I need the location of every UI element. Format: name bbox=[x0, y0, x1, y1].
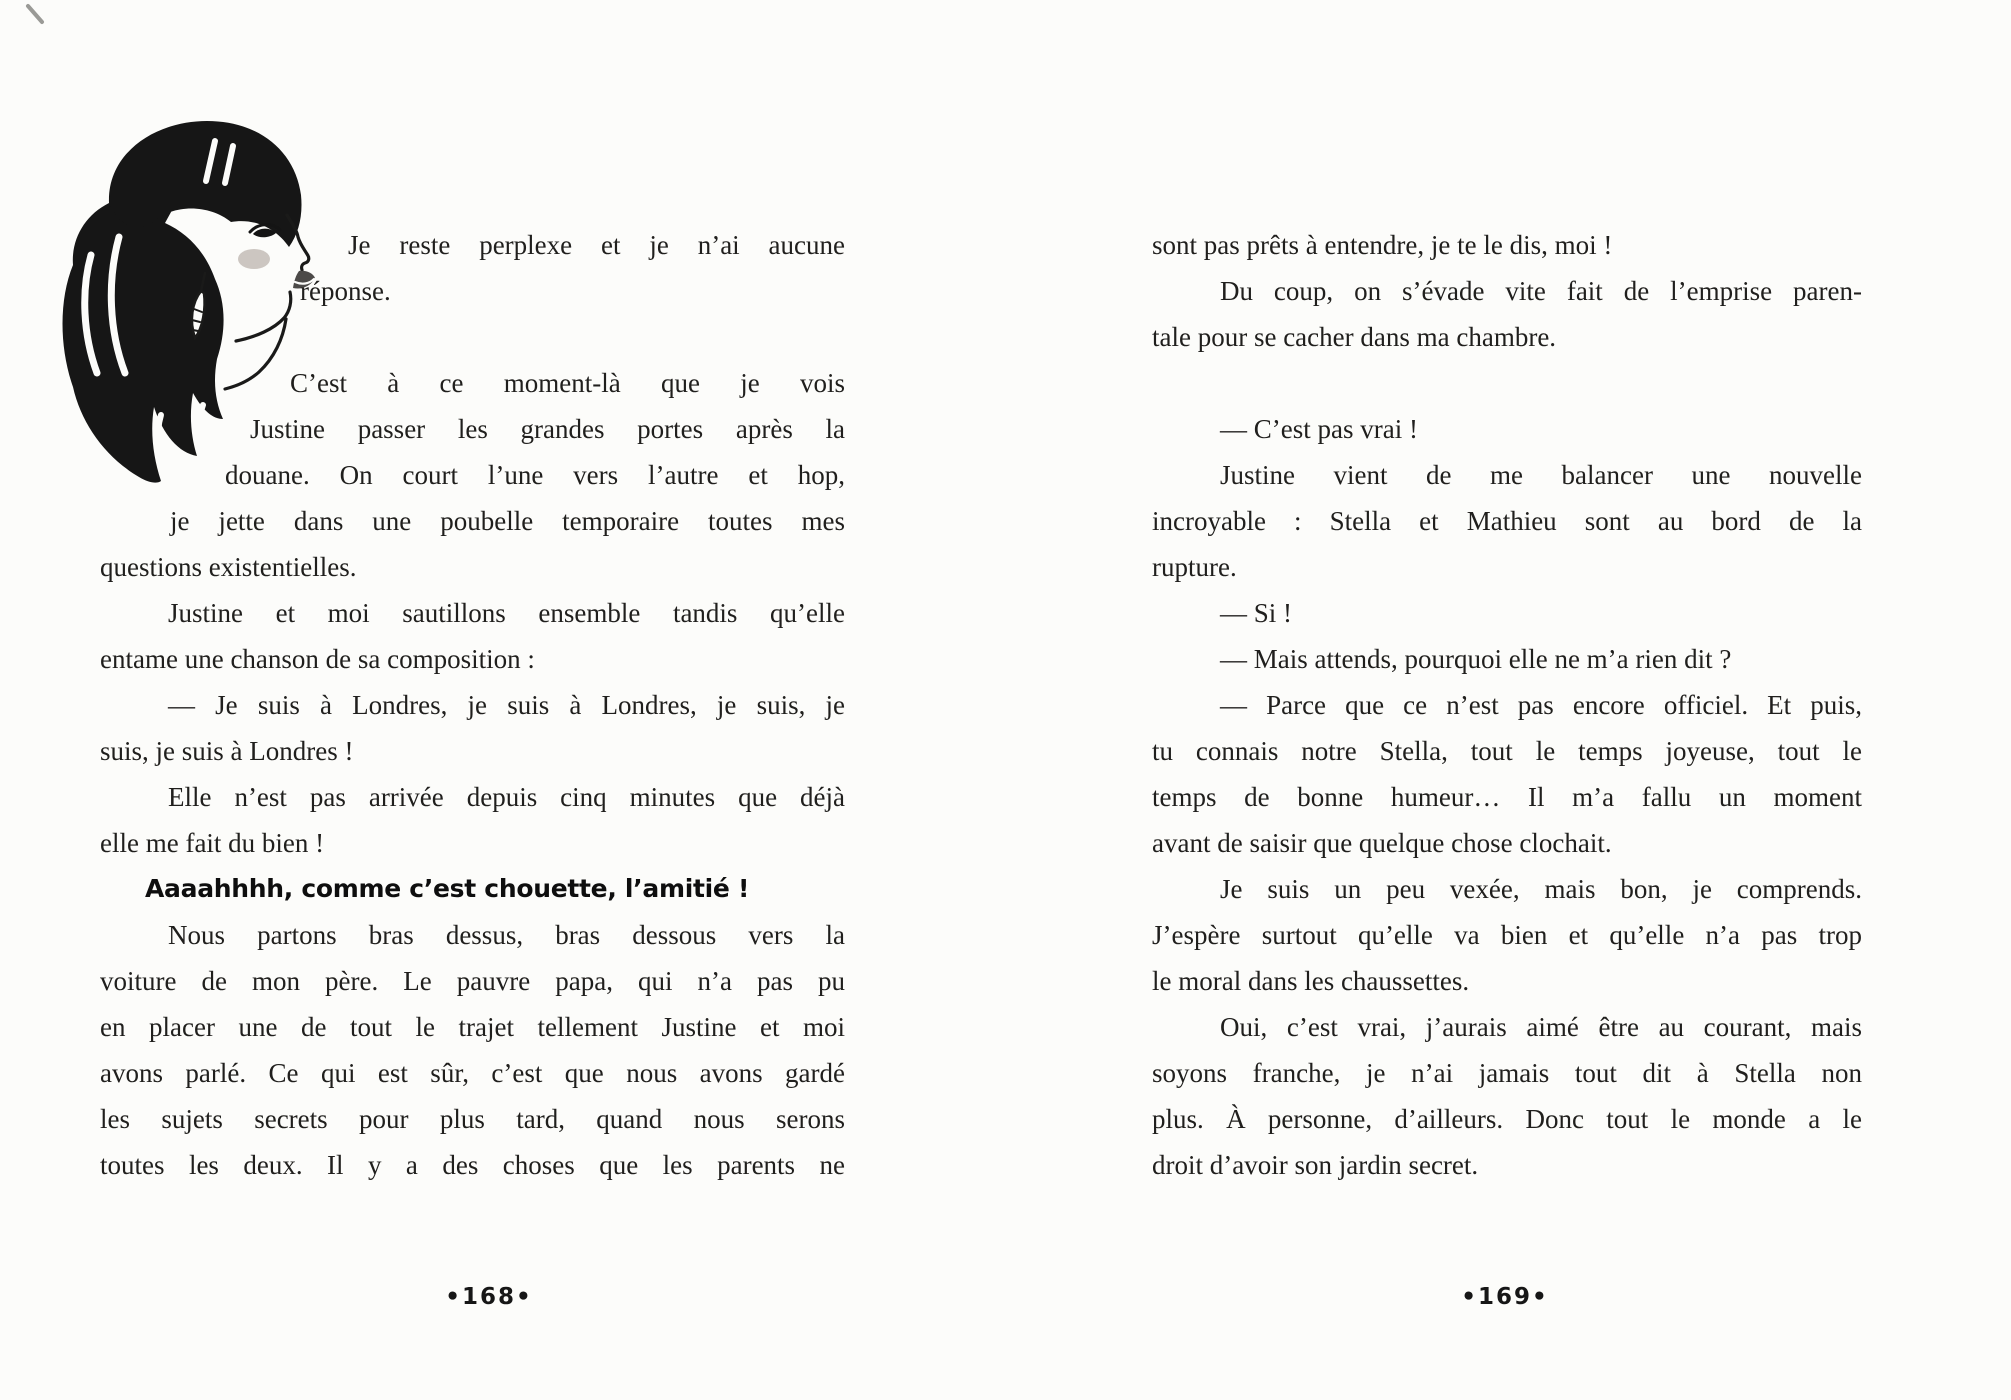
text-line: le moral dans les chaussettes. bbox=[1152, 966, 1470, 996]
text-line: Nous partons bras dessus, bras dessous vers la bbox=[168, 920, 845, 950]
text-line: plus. À personne, d’ailleurs. Donc tout le monde a le bbox=[1152, 1104, 1862, 1134]
text-line: je jette dans une poubelle temporaire toutes mes bbox=[170, 506, 845, 536]
text-line: Du coup, on s’évade vite fait de l’emprise paren- bbox=[1220, 276, 1862, 306]
right-page-text bbox=[1152, 222, 1862, 1188]
text-line: entame une chanson de sa composition : bbox=[100, 644, 535, 674]
left-page-text bbox=[100, 222, 845, 1188]
text-line: suis, je suis à Londres ! bbox=[100, 736, 354, 766]
text-line: réponse. bbox=[300, 276, 391, 306]
text-line: Aaaahhhh, comme c’est chouette, l’amitié ! bbox=[145, 874, 750, 903]
text-line: voiture de mon père. Le pauvre papa, qui n’a pas pu bbox=[100, 966, 845, 996]
text-line: tu connais notre Stella, tout le temps joyeuse, tout le bbox=[1152, 736, 1862, 766]
text-line: Je suis un peu vexée, mais bon, je comprends. bbox=[1220, 874, 1862, 904]
text-line: sont pas prêts à entendre, je te le dis, moi ! bbox=[1152, 230, 1613, 260]
text-line: Je reste perplexe et je n’ai aucune bbox=[348, 230, 845, 260]
text-line: — Parce que ce n’est pas encore officiel. Et puis, bbox=[1220, 690, 1862, 720]
text-line: avons parlé. Ce qui est sûr, c’est que nous avons gardé bbox=[100, 1058, 845, 1088]
scan-speck-mark bbox=[22, 2, 52, 28]
text-line: tale pour se cacher dans ma chambre. bbox=[1152, 322, 1557, 352]
text-line: Justine passer les grandes portes après la bbox=[250, 414, 845, 444]
text-line: C’est à ce moment-là que je vois bbox=[290, 368, 845, 398]
text-line: en placer une de tout le trajet tellement Justine et moi bbox=[100, 1012, 845, 1042]
text-line: Elle n’est pas arrivée depuis cinq minutes que déjà bbox=[168, 782, 845, 812]
text-line: — Si ! bbox=[1220, 598, 1293, 628]
text-line: — Je suis à Londres, je suis à Londres, je suis, je bbox=[168, 690, 845, 720]
text-line: temps de bonne humeur… Il m’a fallu un moment bbox=[1152, 782, 1862, 812]
text-line: — Mais attends, pourquoi elle ne m’a rien dit ? bbox=[1220, 644, 1732, 674]
text-line: droit d’avoir son jardin secret. bbox=[1152, 1150, 1479, 1180]
text-line: Justine et moi sautillons ensemble tandis qu’elle bbox=[168, 598, 845, 628]
text-line: soyons franche, je n’ai jamais tout dit à Stella non bbox=[1152, 1058, 1862, 1088]
text-line: — C’est pas vrai ! bbox=[1220, 414, 1418, 444]
blank-line bbox=[100, 314, 845, 360]
page-number-left: •168• bbox=[445, 1284, 533, 1310]
text-line: Oui, c’est vrai, j’aurais aimé être au courant, mais bbox=[1220, 1012, 1862, 1042]
text-line: avant de saisir que quelque chose clochait. bbox=[1152, 828, 1612, 858]
text-line: toutes les deux. Il y a des choses que les parents ne bbox=[100, 1150, 845, 1180]
page-number-right: •169• bbox=[1461, 1284, 1549, 1310]
text-line: questions existentielles. bbox=[100, 552, 357, 582]
text-line: les sujets secrets pour plus tard, quand nous serons bbox=[100, 1104, 845, 1134]
blank-line bbox=[1152, 360, 1862, 406]
text-line: Justine vient de me balancer une nouvelle bbox=[1220, 460, 1862, 490]
text-line: douane. On court l’une vers l’autre et hop, bbox=[225, 460, 845, 490]
text-line: rupture. bbox=[1152, 552, 1237, 582]
text-line: incroyable : Stella et Mathieu sont au bord de la bbox=[1152, 506, 1862, 536]
text-line: elle me fait du bien ! bbox=[100, 828, 325, 858]
text-line: J’espère surtout qu’elle va bien et qu’elle n’a pas trop bbox=[1152, 920, 1862, 950]
